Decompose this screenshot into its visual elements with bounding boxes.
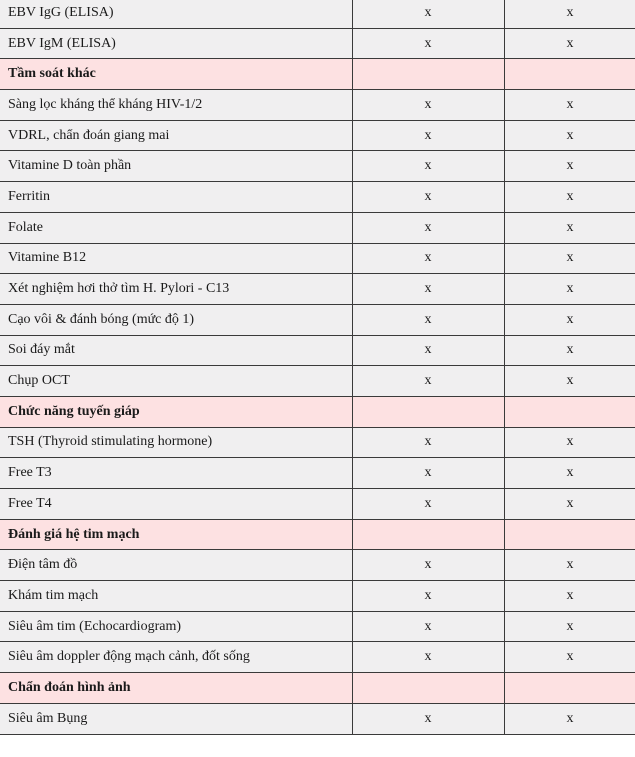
- service-name-cell: Siêu âm Bụng: [0, 703, 352, 734]
- package-b-mark-cell: x: [504, 243, 635, 274]
- package-b-mark-cell: [504, 673, 635, 704]
- section-header-row: [0, 519, 635, 550]
- table-row: [0, 581, 635, 612]
- service-name-cell: Khám tim mạch: [0, 581, 352, 612]
- package-b-mark-cell: x: [504, 581, 635, 612]
- package-a-mark-cell: x: [352, 458, 504, 489]
- package-a-mark-cell: x: [352, 611, 504, 642]
- package-a-mark-cell: x: [352, 120, 504, 151]
- package-b-mark-cell: x: [504, 611, 635, 642]
- package-b-mark-cell: [504, 59, 635, 90]
- service-name-cell: Sàng lọc kháng thể kháng HIV-1/2: [0, 90, 352, 121]
- table-row: [0, 0, 635, 28]
- table-row: [0, 90, 635, 121]
- package-a-mark-cell: x: [352, 489, 504, 520]
- package-b-mark-cell: x: [504, 335, 635, 366]
- package-b-mark-cell: x: [504, 458, 635, 489]
- section-header-row: [0, 673, 635, 704]
- table-row: [0, 28, 635, 59]
- package-b-mark-cell: [504, 396, 635, 427]
- service-name-cell: Điện tâm đồ: [0, 550, 352, 581]
- service-name-cell: Vitamine B12: [0, 243, 352, 274]
- package-a-mark-cell: x: [352, 703, 504, 734]
- package-a-mark-cell: x: [352, 366, 504, 397]
- table-row: [0, 182, 635, 213]
- package-a-mark-cell: [352, 59, 504, 90]
- service-name-cell: EBV IgG (ELISA): [0, 0, 352, 28]
- package-a-mark-cell: x: [352, 304, 504, 335]
- table-row: [0, 427, 635, 458]
- table-row: [0, 703, 635, 734]
- service-name-cell: Vitamine D toàn phần: [0, 151, 352, 182]
- package-b-mark-cell: x: [504, 489, 635, 520]
- package-a-mark-cell: x: [352, 642, 504, 673]
- package-a-mark-cell: x: [352, 274, 504, 305]
- package-a-mark-cell: [352, 673, 504, 704]
- package-b-mark-cell: x: [504, 212, 635, 243]
- package-a-mark-cell: x: [352, 182, 504, 213]
- package-a-mark-cell: x: [352, 243, 504, 274]
- package-b-mark-cell: x: [504, 642, 635, 673]
- service-name-cell: Xét nghiệm hơi thở tìm H. Pylori - C13: [0, 274, 352, 305]
- service-name-cell: Chụp OCT: [0, 366, 352, 397]
- section-header-row: [0, 396, 635, 427]
- service-name-cell: TSH (Thyroid stimulating hormone): [0, 427, 352, 458]
- table-row: [0, 458, 635, 489]
- package-b-mark-cell: x: [504, 274, 635, 305]
- service-name-cell: Siêu âm doppler động mạch cảnh, đốt sống: [0, 642, 352, 673]
- package-a-mark-cell: x: [352, 151, 504, 182]
- service-name-cell: Ferritin: [0, 182, 352, 213]
- table-row: [0, 550, 635, 581]
- package-a-mark-cell: x: [352, 335, 504, 366]
- table-row: [0, 274, 635, 305]
- package-a-mark-cell: x: [352, 90, 504, 121]
- package-a-mark-cell: x: [352, 0, 504, 28]
- table-row: [0, 151, 635, 182]
- service-name-cell: Soi đáy mắt: [0, 335, 352, 366]
- table-row: [0, 611, 635, 642]
- package-b-mark-cell: x: [504, 0, 635, 28]
- service-name-cell: Siêu âm tim (Echocardiogram): [0, 611, 352, 642]
- table-row: [0, 642, 635, 673]
- service-name-cell: Cạo vôi & đánh bóng (mức độ 1): [0, 304, 352, 335]
- package-b-mark-cell: x: [504, 427, 635, 458]
- package-b-mark-cell: x: [504, 304, 635, 335]
- service-name-cell: Free T3: [0, 458, 352, 489]
- service-name-cell: EBV IgM (ELISA): [0, 28, 352, 59]
- package-a-mark-cell: x: [352, 212, 504, 243]
- package-b-mark-cell: x: [504, 182, 635, 213]
- package-b-mark-cell: [504, 519, 635, 550]
- package-a-mark-cell: x: [352, 581, 504, 612]
- service-name-cell: VDRL, chẩn đoán giang mai: [0, 120, 352, 151]
- package-a-mark-cell: x: [352, 427, 504, 458]
- package-b-mark-cell: x: [504, 120, 635, 151]
- section-title: Đánh giá hệ tim mạch: [0, 519, 352, 550]
- package-b-mark-cell: x: [504, 90, 635, 121]
- package-a-mark-cell: x: [352, 550, 504, 581]
- table-row: [0, 120, 635, 151]
- section-title: Tầm soát khác: [0, 59, 352, 90]
- package-a-mark-cell: [352, 519, 504, 550]
- table-row: [0, 304, 635, 335]
- package-b-mark-cell: x: [504, 28, 635, 59]
- section-title: Chẩn đoán hình ảnh: [0, 673, 352, 704]
- package-b-mark-cell: x: [504, 366, 635, 397]
- package-a-mark-cell: [352, 396, 504, 427]
- table-row: [0, 212, 635, 243]
- service-name-cell: Folate: [0, 212, 352, 243]
- section-header-row: [0, 59, 635, 90]
- service-name-cell: Free T4: [0, 489, 352, 520]
- table-row: [0, 489, 635, 520]
- package-a-mark-cell: x: [352, 28, 504, 59]
- package-b-mark-cell: x: [504, 151, 635, 182]
- table-row: [0, 335, 635, 366]
- package-b-mark-cell: x: [504, 703, 635, 734]
- table-row: [0, 366, 635, 397]
- table-row: [0, 243, 635, 274]
- section-title: Chức năng tuyến giáp: [0, 396, 352, 427]
- package-b-mark-cell: x: [504, 550, 635, 581]
